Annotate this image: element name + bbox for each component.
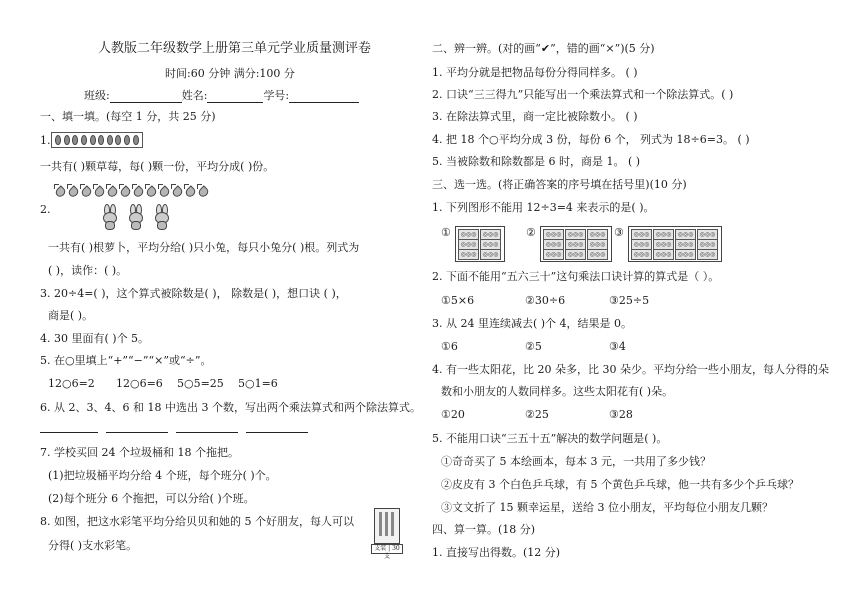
q2-text-a: 一共有( )根萝卜，平均分给( )只小兔，每只小兔分( )根。列式为 (48, 241, 360, 254)
rabbit-icon (152, 204, 170, 228)
name-field[interactable] (207, 91, 263, 103)
judge-3: 3. 在除法算式里，商一定比被除数小。 ( ) (432, 110, 638, 123)
carrot-icon (145, 184, 155, 196)
q7-part-2: (2)每个班分 6 个拖把，可以分给( )个班。 (48, 492, 255, 505)
choice-1-option-2-label: ② (526, 226, 536, 239)
id-label: 学号: (263, 89, 290, 102)
section-2-heading: 二、辨一辨。(对的画“✔”，错的画“×”)(5 分) (432, 42, 655, 55)
choice-1: 1. 下列图形不能用 12÷3=4 来表示的是( )。 (432, 201, 655, 214)
strawberry-row-image (51, 132, 143, 148)
carrot-icon (106, 184, 116, 196)
choice-2: 2. 下面不能用“五六三十”这句乘法口诀计算的算式是（ ）。 (432, 270, 720, 283)
q4-text: 4. 30 里面有( )个 5。 (40, 332, 150, 345)
choice-1-figure-2: ◎◎◎ ◎◎◎ ◎◎◎ ◎◎◎ ◎◎◎ ◎◎◎ ◎◎◎ ◎◎◎ ◎◎◎ (540, 226, 612, 262)
choice-2-option-3: ③25÷5 (609, 294, 650, 307)
q2-number: 2. (40, 203, 51, 216)
q7-part-1: (1)把垃圾桶平均分给 4 个班，每个班分( )个。 (48, 469, 277, 482)
choice-1-option-1-label: ① (441, 226, 451, 239)
choice-3-option-1: ①6 (441, 340, 458, 353)
judge-2: 2. 口诀“三三得九”只能写出一个乘法算式和一个除法算式。( ) (432, 88, 734, 101)
strawberry-icon (98, 135, 104, 145)
strawberry-icon (115, 135, 121, 145)
q5-eq-2: 12○6=6 (116, 377, 163, 390)
q5-eq-1: 12○6=2 (48, 377, 95, 390)
strawberry-icon (107, 135, 113, 145)
q6-answer-line-2[interactable] (106, 421, 168, 433)
carrot-icon (80, 184, 90, 196)
q6-text: 6. 从 2、3、4、6 和 18 中选出 3 个数，写出两个乘法算式和两个除法算式。 (40, 401, 421, 414)
carrot-icon (158, 184, 168, 196)
rabbit-group-image (100, 204, 170, 228)
judge-5: 5. 当被除数和除数都是 6 时，商是 1。 ( ) (432, 155, 641, 168)
choice-1-figure-1: ◎◎◎ ◎◎◎ ◎◎◎ ◎◎◎ ◎◎◎ ◎◎◎ (455, 226, 505, 262)
choice-5-option-2: ②皮皮有 3 个白色乒乓球，有 5 个黄色乒乓球，他一共有多少个乒乓球？ (441, 478, 799, 491)
choice-5-option-1: ①奇奇买了 5 本绘画本，每本 3 元，一共用了多少钱？ (441, 455, 711, 468)
q3-text-a: 3. 20÷4=( )，这个算式被除数是( )， 除数是( )，想口诀 ( )， (40, 287, 347, 300)
carrot-icon (67, 184, 77, 196)
q5-eq-4: 5○1=6 (238, 377, 278, 390)
q3-text-b: 商是( )。 (48, 309, 94, 322)
choice-1-figure-3: ◎◎◎ ◎◎◎ ◎◎◎ ◎◎◎ ◎◎◎ ◎◎◎ ◎◎◎ ◎◎◎ ◎◎◎ ◎◎◎ ◎◎◎ ◎◎◎ (628, 226, 722, 262)
q7-text: 7. 学校买回 24 个垃圾桶和 18 个拖把。 (40, 446, 239, 459)
choice-4-text-a: 4. 有一些太阳花，比 20 朵多，比 30 朵少。平均分给一些小朋友，每人分得的朵 (432, 363, 829, 376)
carrot-icon (197, 184, 207, 196)
pen-box-label: 支装 | 30 支 (371, 544, 403, 554)
carrot-icon (132, 184, 142, 196)
strawberry-icon (124, 135, 130, 145)
student-info-row (84, 89, 359, 103)
q5-text: 5. 在○里填上“+”“−”“×”或“÷”。 (40, 354, 212, 367)
q6-answer-line-3[interactable] (176, 421, 238, 433)
choice-1-option-3-label: ③ (614, 226, 624, 239)
choice-3: 3. 从 24 里连续减去( )个 4，结果是 0。 (432, 317, 633, 330)
name-label: 姓名: (181, 89, 208, 102)
q8-text-a: 8. 如图，把这水彩笔平均分给贝贝和她的 5 个好朋友，每人可以 (40, 515, 354, 528)
strawberry-icon (90, 135, 96, 145)
q6-answer-line-4[interactable] (246, 421, 308, 433)
id-field[interactable] (289, 91, 359, 103)
strawberry-icon (81, 135, 87, 145)
carrot-icon (119, 184, 129, 196)
choice-2-option-1: ①5×6 (441, 294, 475, 307)
section-1-heading: 一、填一填。(每空 1 分，共 25 分) (40, 110, 216, 123)
calc-1-heading: 1. 直接写出得数。(12 分) (432, 546, 561, 559)
carrot-icon (171, 184, 181, 196)
judge-1: 1. 平均分就是把物品每份分得同样多。 ( ) (432, 66, 638, 79)
watercolor-pen-box-image (371, 508, 401, 560)
strawberry-icon (72, 135, 78, 145)
rabbit-icon (126, 204, 144, 228)
choice-4-option-3: ③28 (609, 408, 633, 421)
choice-5-option-3: ③文文折了 15 颗幸运星，送给 3 位小朋友，平均每位小朋友几颗？ (441, 501, 773, 514)
choice-2-option-2: ②30÷6 (525, 294, 566, 307)
choice-5: 5. 不能用口诀“三五十五”解决的数学问题是( )。 (432, 432, 668, 445)
choice-4-option-1: ①20 (441, 408, 465, 421)
carrot-icon (54, 184, 64, 196)
class-field[interactable] (110, 91, 182, 103)
strawberry-icon (55, 135, 61, 145)
carrot-row-image (54, 184, 207, 198)
choice-3-option-2: ②5 (525, 340, 542, 353)
strawberry-icon (64, 135, 70, 145)
judge-4: 4. 把 18 个○平均分成 3 份，每份 6 个， 列式为 18÷6=3。 ( ) (432, 133, 750, 146)
exam-meta: 时间:60 分钟 满分:100 分 (165, 67, 295, 80)
rabbit-icon (100, 204, 118, 228)
choice-3-option-3: ③4 (609, 340, 626, 353)
q2-text-b: ( )，读作：( )。 (48, 264, 128, 277)
choice-4-text-b: 数和小朋友的人数同样多。这些太阳花有( )朵。 (441, 385, 674, 398)
q5-eq-3: 5○5=25 (177, 377, 224, 390)
page-title: 人教版二年级数学上册第三单元学业质量测评卷 (98, 41, 372, 56)
carrot-icon (93, 184, 103, 196)
strawberry-icon (133, 135, 139, 145)
carrot-icon (184, 184, 194, 196)
section-3-heading: 三、选一选。(将正确答案的序号填在括号里)(10 分) (432, 178, 687, 191)
q1-number: 1. (40, 134, 51, 147)
choice-4-option-2: ②25 (525, 408, 549, 421)
q1-text: 一共有( )颗草莓，每( )颗一份，平均分成( )份。 (40, 160, 275, 173)
q8-text-b: 分得( )支水彩笔。 (48, 539, 138, 552)
q6-answer-line-1[interactable] (40, 421, 98, 433)
section-4-heading: 四、算一算。(18 分) (432, 523, 536, 536)
class-label: 班级: (84, 89, 110, 102)
